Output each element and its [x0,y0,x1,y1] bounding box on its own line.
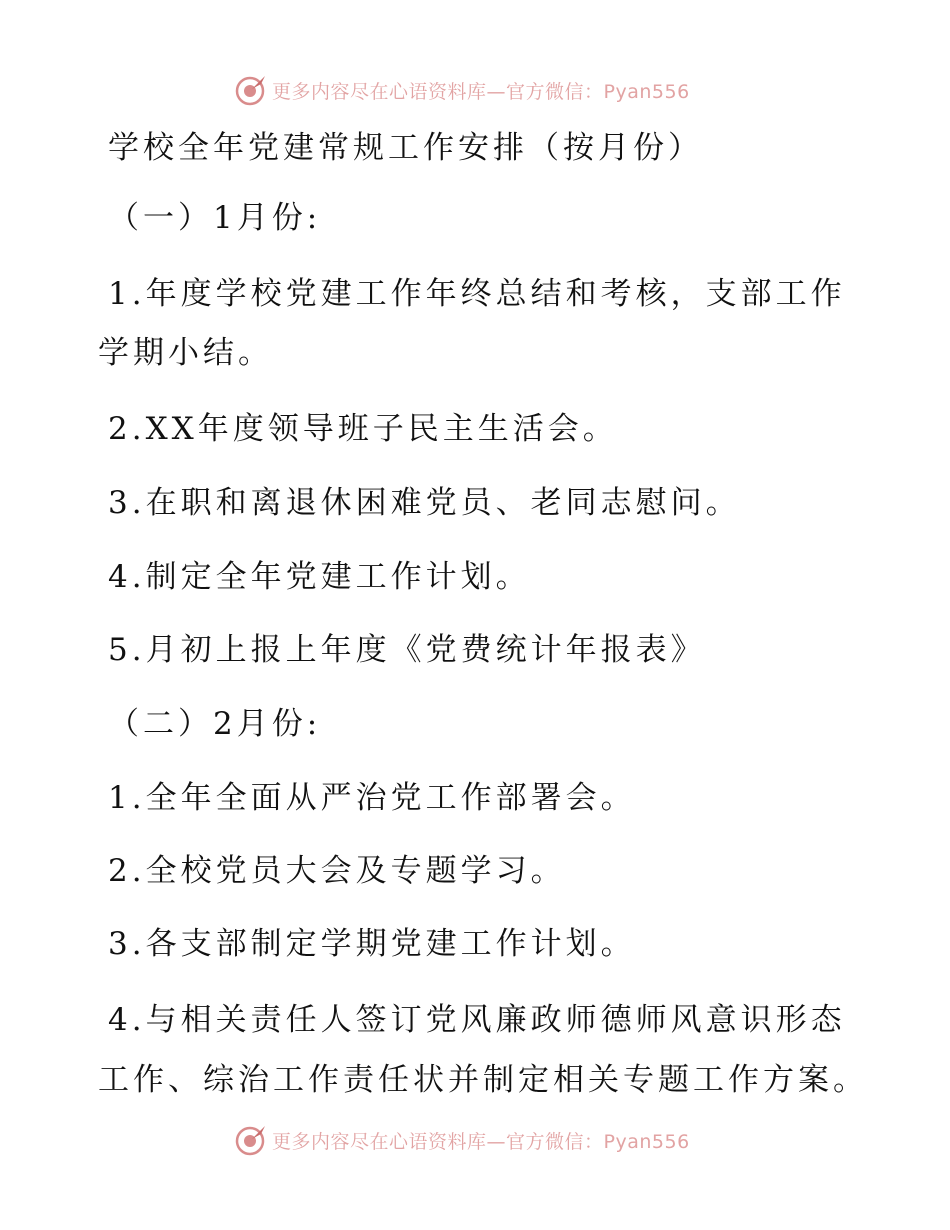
footer-watermark [0,1120,950,1160]
list-item: 4.制定全年党建工作计划。 [108,559,531,595]
list-item: 3.各支部制定学期党建工作计划。 [108,926,636,962]
list-item: 3.在职和离退休困难党员、老同志慰问。 [108,485,741,521]
list-item: 4.与相关责任人签订党风廉政师德师风意识形态 [108,1002,846,1038]
list-item: 2.XX年度领导班子民主生活会。 [108,411,618,447]
watermark-text: 更多内容尽在心语资料库—官方微信：Pyan556 [272,1130,690,1153]
list-item: 2.全校党员大会及专题学习。 [108,853,566,889]
quill-pen-logo-icon [234,73,268,107]
quill-pen-logo-icon [234,1123,268,1157]
list-item: 学期小结。 [98,335,273,371]
list-item: 工作、综治工作责任状并制定相关专题工作方案。 [98,1062,868,1098]
list-item: 1.年度学校党建工作年终总结和考核，支部工作 [108,276,846,312]
document-title: 学校全年党建常规工作安排（按月份） [108,130,703,166]
section-heading: （二）2月份: [108,706,322,742]
list-item: 1.全年全面从严治党工作部署会。 [108,780,636,816]
section-heading: （一）1月份: [108,200,322,236]
list-item: 5.月初上报上年度《党费统计年报表》 [108,632,706,668]
header-watermark [0,70,950,110]
watermark-text: 更多内容尽在心语资料库—官方微信：Pyan556 [272,80,690,103]
